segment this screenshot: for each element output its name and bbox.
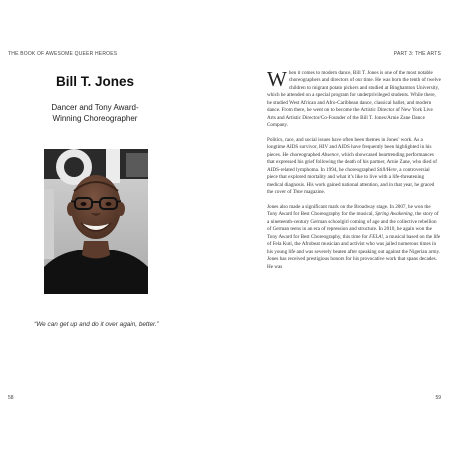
paragraph-2-text-c: , a controversial piece that explored mortality and what it’s like to live with a life-threatening medical diagnosis. His work gained national attention, and in that year, he graced the cover of xyxy=(267,166,435,196)
paragraph-3-text-a: Jones also made a significant mark on the Broadway stage. In 2007, he won the Tony Award for Best Choreography for the musical, xyxy=(267,204,431,218)
portrait-photo xyxy=(44,149,148,294)
hero-quote: “We can get up and do it over again, better.” xyxy=(34,321,159,328)
paragraph-3-text-b: , the story of a nineteenth-century German schoolgirl coming of age and the collective rebellion of German teens in an era of repression and structure. In 2010, he again won the Tony Award for Best Choreography, this time for xyxy=(267,211,439,240)
hero-role xyxy=(0,103,190,124)
drop-cap: W xyxy=(267,67,287,91)
paragraph-2-text-b: , which showcased heartrending performances that expressed his grief following the death of his partner, Arnie Zane, who died of AIDS-related lymphoma. In 1994, he choreographed xyxy=(267,151,437,173)
paragraph-1 xyxy=(267,67,441,130)
page-number-left: 58 xyxy=(8,395,14,401)
work-title-still-here: Still/Here xyxy=(376,166,397,173)
left-page xyxy=(0,0,222,449)
body-text xyxy=(267,67,441,279)
paragraph-2-text-a: Politics, race, and social issues have often been themes in Jones’ work. As a longtime AIDS survivor, HIV and AIDS have frequently been highlighted in his pieces. He choreographed xyxy=(267,137,432,158)
hero-role-line-2: Winning Choreographer xyxy=(52,113,138,123)
hero-role-line-1: Dancer and Tony Award- xyxy=(51,103,139,112)
paragraph-1-text: hen it comes to modern dance, Bill T. Jones is one of the most notable choreographers and directors of our time. He was born the tenth of twelve children to migrant potato pickers and studied at Binghamton University, which he attended on a special program for underprivileged students. While there, he studied West African and Afro-Caribbean dance, classical ballet, and modern dance. From there, he went on to become the Artistic Director of New York Live Arts and Artistic Director/Co-Founder of the Bill T. Jones/Arnie Zane Dance Company. xyxy=(267,70,441,129)
hero-name: Bill T. Jones xyxy=(55,74,135,89)
work-title-fela: FELA! xyxy=(369,233,384,240)
work-title-spring-awakening: Spring Awakening xyxy=(375,211,413,218)
page-number-right: 59 xyxy=(435,395,441,401)
work-title-absence: Absence xyxy=(321,151,339,158)
magazine-title-time: Time xyxy=(292,189,303,196)
paragraph-2-text-d: magazine. xyxy=(302,189,326,196)
running-head-right: PART 3: THE ARTS xyxy=(393,51,441,57)
paragraph-2 xyxy=(267,137,441,197)
running-head-left: THE BOOK OF AWESOME QUEER HEROES xyxy=(8,51,118,57)
paragraph-3-text-c: , a musical based on the life of Fela Kuti, the Afrobeat musician and activist who was jailed numerous times in his young life and was severely beaten after speaking out against the Nigerian army. Jones has received prestigious honors for his provocative work that spans decades. He was xyxy=(267,233,441,270)
paragraph-3 xyxy=(267,204,441,271)
